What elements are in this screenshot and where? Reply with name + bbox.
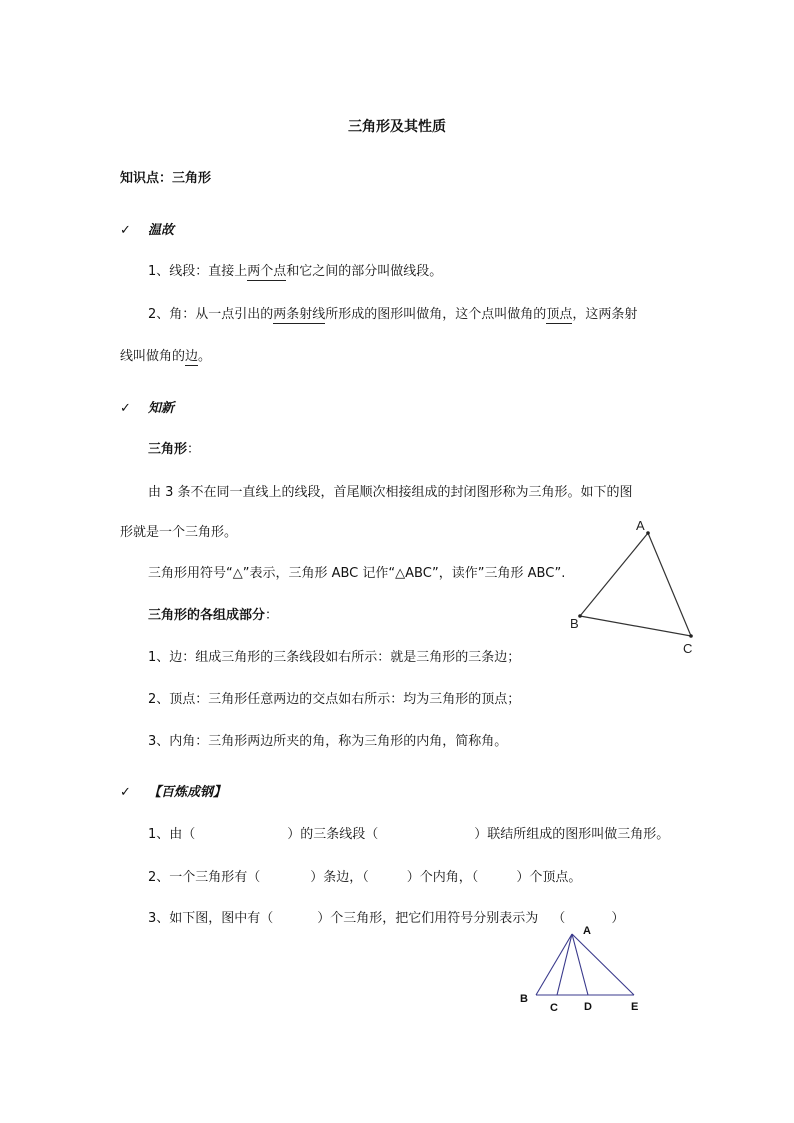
underlined-term: 顶点	[546, 307, 573, 322]
subheading-components	[148, 607, 278, 625]
vertex-a-dot	[646, 531, 650, 535]
vertex-b-dot	[578, 614, 582, 618]
checkmark-icon: ✓	[120, 785, 131, 800]
review-item-2	[148, 306, 637, 324]
knowledge-point-heading: 知识点：三角形	[120, 171, 212, 186]
segment-ae	[572, 934, 634, 995]
segment-ab	[536, 934, 572, 995]
segment-ad	[572, 934, 588, 995]
review-item-2-continued	[120, 348, 211, 366]
section-heading-practice: 【百炼成钢】	[148, 785, 227, 800]
text: 和它之间的部分叫做线段。	[286, 264, 443, 279]
point-label-e: E	[631, 1001, 639, 1013]
side-ab	[580, 533, 648, 616]
point-label-a: A	[583, 925, 591, 937]
point-label-b: B	[520, 993, 528, 1005]
side-ac	[648, 533, 691, 636]
text: ）条边，（	[310, 870, 369, 885]
text: ）的三条线段（	[287, 827, 379, 842]
text: ，这两条射	[572, 307, 638, 322]
triangle-abe-figure	[510, 920, 660, 1020]
subheading-triangle	[148, 441, 200, 459]
vertex-label-b: B	[570, 616, 579, 631]
text: 1、由（	[148, 827, 196, 842]
colon: ：	[265, 608, 279, 623]
text: ）个内角，（	[406, 870, 479, 885]
component-item-sides: 1、边：组成三角形的三条线段如右所示：就是三角形的三条边；	[148, 650, 521, 665]
section-heading-review: 温故	[148, 223, 175, 238]
underlined-term: 两条射线	[273, 307, 326, 322]
point-label-c: C	[550, 1002, 558, 1014]
point-label-d: D	[584, 1001, 592, 1013]
text: ）个顶点。	[516, 870, 582, 885]
text: （	[552, 911, 566, 926]
definition-paragraph-continued: 形就是一个三角形。	[120, 525, 238, 540]
subheading-text: 三角形	[148, 442, 188, 457]
side-bc	[580, 616, 691, 636]
text: 。	[198, 349, 212, 364]
text: ）个三角形，把它们用符号分别表示为	[317, 911, 539, 926]
vertex-label-c: C	[683, 641, 693, 656]
segment-ac	[557, 934, 572, 995]
text: 1、线段：直接上	[148, 264, 248, 279]
text: 2、角：从一点引出的	[148, 307, 274, 322]
review-item-1	[148, 263, 442, 281]
vertex-label-a: A	[636, 518, 645, 533]
notation-paragraph: 三角形用符号“△”表示，三角形 ABC 记作“△ABC”，读作”三角形 ABC”.	[148, 566, 566, 581]
vertex-c-dot	[689, 634, 693, 638]
text: 2、一个三角形有（	[148, 870, 261, 885]
text: ）联结所组成的图形叫做三角形。	[474, 827, 670, 842]
definition-paragraph: 由 3 条不在同一直线上的线段，首尾顺次相接组成的封闭图形称为三角形。如下的图	[148, 485, 633, 500]
page-title: 三角形及其性质	[348, 119, 446, 135]
exercise-2	[148, 869, 581, 887]
subheading-text: 三角形的各组成部分	[148, 608, 266, 623]
underlined-term: 边	[185, 349, 199, 364]
component-item-vertices: 2、顶点：三角形任意两边的交点如右所示：均为三角形的顶点；	[148, 692, 521, 707]
component-item-angles: 3、内角：三角形两边所夹的角，称为三角形的内角，简称角。	[148, 734, 508, 749]
colon: ：	[187, 442, 201, 457]
text: 3、如下图，图中有（	[148, 911, 274, 926]
text: ）	[611, 911, 625, 926]
underlined-term: 两个点	[247, 264, 287, 279]
triangle-abc-figure	[560, 510, 720, 660]
text: 所形成的图形叫做角，这个点叫做角的	[325, 307, 547, 322]
section-heading-new: 知新	[148, 401, 175, 416]
checkmark-icon: ✓	[120, 223, 131, 238]
exercise-1	[148, 826, 669, 844]
text: 线叫做角的	[120, 349, 186, 364]
checkmark-icon: ✓	[120, 401, 131, 416]
